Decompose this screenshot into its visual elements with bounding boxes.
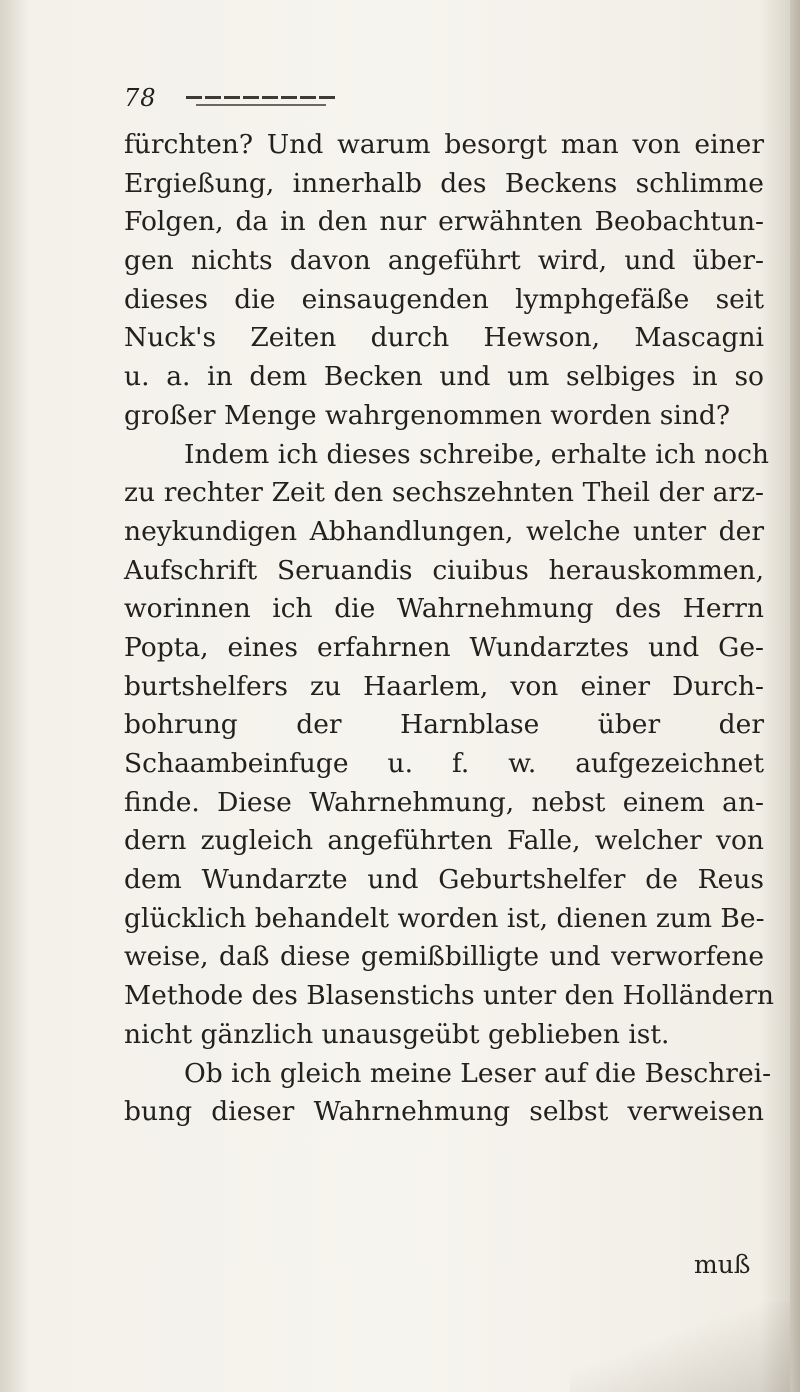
text-line: nicht gänzlich unausgeübt geblieben ist. [124,1018,670,1050]
page-corner-shadow [570,1302,790,1392]
text-line: neykundigen Abhandlungen, welche unter der [124,515,764,547]
text-line: weise, daß diese gemißbilligte und verworfene [124,941,764,973]
text-line: bohrung der Harnblase über der [124,709,764,741]
text-line: worinnen ich die Wahrnehmung des Herrn [124,593,764,625]
text-line: großer Menge wahrgenommen worden sind? [124,399,731,431]
body-text [124,126,774,1132]
text-line: bung dieser Wahrnehmung selbst verweisen [124,1096,764,1128]
text-line: Ergießung, innerhalb des Beckens schlimme [124,167,764,199]
page-edge [790,0,800,1392]
text-line: Schaambeinfuge u. f. w. aufgezeichnet [124,748,764,779]
header-rule [186,96,336,99]
text-line: gen nichts davon angeführt wird, und über- [124,245,764,277]
text-line: dieses die einsaugenden lymphgefäße seit [124,283,764,315]
header-rule-thin [196,104,326,106]
text-line: Popta, eines erfahrnen Wundarztes und Ge- [124,631,764,663]
text-line: Nuck's Zeiten durch Hewson, Mascagni [124,322,764,354]
text-line: burtshelfers zu Haarlem, von einer Durch- [124,670,764,702]
text-line: u. a. in dem Becken und um selbiges in so [124,361,764,393]
text-line: fürchten? Und warum besorgt man von einer [124,129,764,160]
text-line: dem Wundarzte und Geburtshelfer de Reus [124,864,764,896]
page-number: 78 [124,84,157,112]
text-line: Aufschrift Seruandis ciuibus herauskommen, [124,554,764,586]
text-line: dern zugleich angeführten Falle, welcher von [124,825,764,857]
text-line: finde. Diese Wahrnehmung, nebst einem an- [124,786,764,818]
text-line: Folgen, da in den nur erwähnten Beobachtun- [124,206,764,238]
text-line: glücklich behandelt worden ist, dienen zum Be- [124,902,765,934]
catchword: muß [694,1250,751,1279]
text-line-paragraph-start: Indem ich dieses schreibe, erhalte ich noch [184,438,769,470]
text-line: Methode des Blasenstichs unter den Holländern [124,980,774,1012]
text-line-paragraph-start: Ob ich gleich meine Leser auf die Beschrei- [184,1057,772,1089]
text-line: zu rechter Zeit den sechszehnten Theil der arz- [124,477,764,509]
